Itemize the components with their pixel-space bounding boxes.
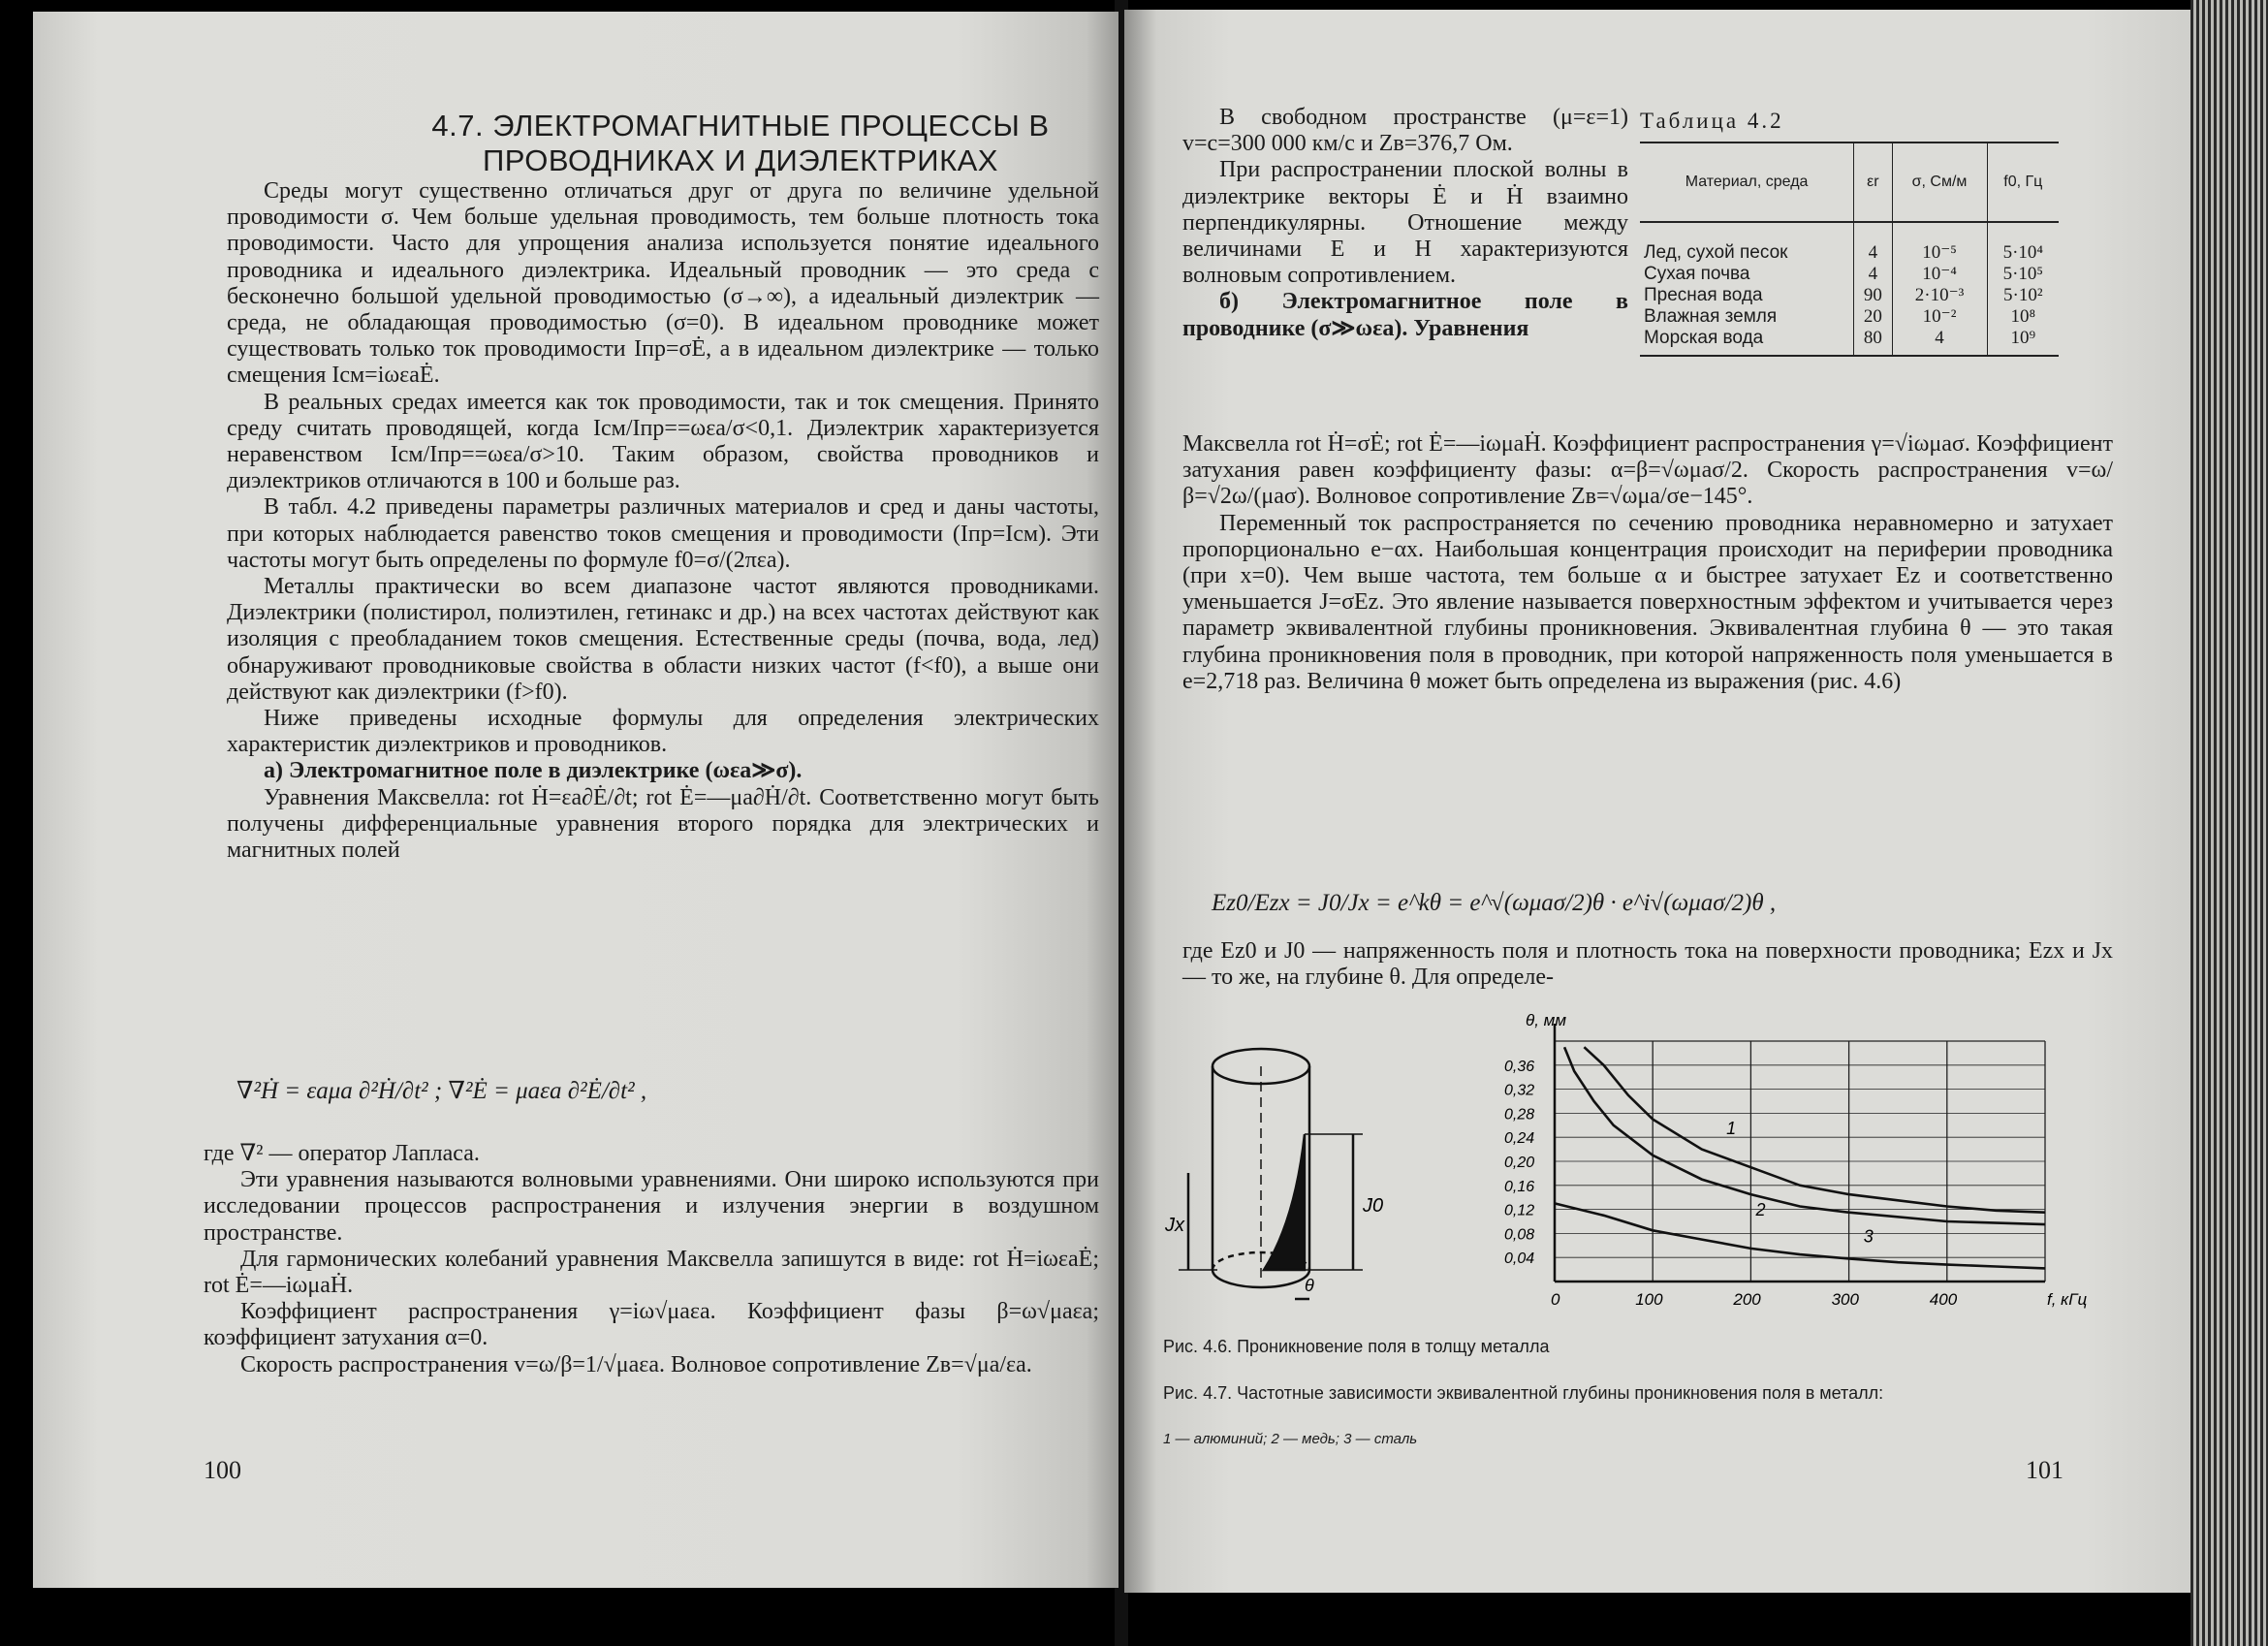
table-cell: Морская вода xyxy=(1640,328,1854,356)
table-cell: 10⁻² xyxy=(1892,306,1987,328)
y-tick-label: 0,36 xyxy=(1504,1058,1535,1075)
table-title: Таблица 4.2 xyxy=(1640,109,1784,133)
table-header-cell: f0, Гц xyxy=(1987,142,2059,222)
paragraph: Эти уравнения называются волновыми уравнениями. Они широко используются при исследовании процессов распространения и излучения энергии в воздушном пространстве. xyxy=(204,1167,1099,1246)
right-text-block-2 xyxy=(1182,938,2113,991)
figure-4-6-cylinder xyxy=(1159,1037,1382,1309)
x-tick-label: 100 xyxy=(1635,1290,1663,1309)
paragraph: Скорость распространения v=ω/β=1/√μaεa. Волновое сопротивление Zв=√μa/εa. xyxy=(240,1351,1032,1377)
paragraph: Переменный ток распространяется по сечению проводника неравномерно и затухает пропорционально e−αx. Наибольшая концентрация происходит на периферии проводника (при x=0). Чем выше частота, тем больше α и быстрее затухает Ez и соответственно уменьшается J=σEz. Это явление называется поверхностным эффектом и учитывается через параметр эквивалентной глубины проникновения. Эквивалентная глубина θ — это такая глубина проникновения поля в проводник, при которой напряженность поля уменьшается в e=2,718 раз. Величина θ может быть определена из выражения (рис. 4.6) xyxy=(1182,510,2113,694)
table-cell: 10⁻⁵ xyxy=(1892,222,1987,264)
y-tick-label: 0,28 xyxy=(1504,1106,1535,1124)
table-cell: Лед, сухой песок xyxy=(1644,242,1788,263)
subsection-heading: а) Электромагнитное поле в диэлектрике (ωεa≫σ). xyxy=(264,758,803,784)
table-row xyxy=(1640,328,2059,356)
y-tick-label: 0,04 xyxy=(1504,1250,1535,1268)
table-cell: 5·10⁴ xyxy=(1987,222,2059,264)
table-cell: 10⁹ xyxy=(1987,328,2059,356)
table-row xyxy=(1640,285,2059,306)
right-column-text xyxy=(1182,105,1628,342)
subsection-heading: б) Электромагнитное поле в проводнике (σ≫ωεa). Уравнения xyxy=(1182,289,1628,341)
left-page xyxy=(33,12,1118,1588)
table-cell: 80 xyxy=(1854,328,1892,356)
table-cell: 4 xyxy=(1892,328,1987,356)
table-row xyxy=(1640,264,2059,285)
y-tick-label: 0,24 xyxy=(1504,1130,1535,1148)
series-label-3: 3 xyxy=(1863,1226,1874,1247)
table-row xyxy=(1640,306,2059,328)
table-cell: Пресная вода xyxy=(1644,285,1763,305)
paragraph: Уравнения Максвелла: rot Ḣ=εa∂Ė/∂t; rot Ė=—μa∂Ḣ/∂t. Соответственно могут быть получены дифференциальные уравнения второго порядка для электрических и магнитных полей xyxy=(227,784,1099,864)
series-line-2 xyxy=(1564,1047,2045,1224)
table-cell: 5·10⁵ xyxy=(1987,264,2059,285)
paragraph: В свободном пространстве (μ=ε=1) v=c=300 000 км/с и Zв=376,7 Ом. xyxy=(1182,105,1628,157)
table-cell: 5·10² xyxy=(1987,285,2059,306)
paragraph: Ниже приведены исходные формулы для определения электрических характеристик диэлектриков и проводников. xyxy=(227,706,1099,758)
figure-4-7-chart xyxy=(1500,1011,2088,1309)
paragraph: Для гармонических колебаний уравнения Максвелла запишутся в виде: rot Ḣ=iωεaĖ; rot Ė=—iωμaḢ. xyxy=(204,1246,1099,1299)
section-heading-line2: ПРОВОДНИКАХ И ДИЭЛЕКТРИКАХ xyxy=(483,143,998,177)
fig46-label-j0: J0 xyxy=(1363,1195,1384,1217)
table-cell: 90 xyxy=(1854,285,1892,306)
table-header-row xyxy=(1640,142,2059,222)
paragraph: Металлы практически во всем диапазоне частот являются проводниками. Диэлектрики (полистирол, полиэтилен, гетинакс и др.) на всех частотах действуют как изоляция с преобладанием токов смещения. Естественные среды (почва, вода, лед) обнаруживают проводниковые свойства в области низких частот (f<f0), а выше они действуют как диэлектрики (f>f0). xyxy=(227,574,1099,705)
x-tick-label: 300 xyxy=(1831,1290,1859,1309)
section-heading xyxy=(401,109,1080,178)
x-axis-label: f, кГц xyxy=(2047,1290,2088,1309)
table-header-cell: σ, См/м xyxy=(1892,142,1987,222)
page-number-right: 101 xyxy=(2026,1456,2063,1484)
x-tick-label: 0 xyxy=(1551,1290,1560,1309)
materials-table xyxy=(1640,142,2059,357)
book-page-edges xyxy=(2190,0,2268,1646)
figure-4-7-legend: 1 — алюминий; 2 — медь; 3 — сталь xyxy=(1163,1431,1418,1447)
figure-4-6-caption: Рис. 4.6. Проникновение поля в толщу металла xyxy=(1163,1337,1550,1356)
y-tick-label: 0,08 xyxy=(1504,1226,1535,1244)
fig46-label-jx: Jx xyxy=(1165,1215,1184,1236)
paragraph: Среды могут существенно отличаться друг от друга по величине удельной проводимости σ. Чем больше удельная проводимость, тем больше плотность тока проводимости. Часто для упрощения анализа используется понятие идеального проводника и идеального диэлектрика. Идеальный проводник — это среда с бесконечно большой удельной проводимостью (σ→∞), а идеальный диэлектрик — среда, не обладающая проводимостью (σ=0). В идеальном проводнике может существовать только ток проводимости Iпр=σĖ, а в идеальном диэлектрике — только смещения Iсм=iωεaĖ. xyxy=(227,178,1099,389)
paragraph: где ∇² — оператор Лапласа. xyxy=(204,1141,480,1166)
table-cell: 10⁸ xyxy=(1987,306,2059,328)
table-row xyxy=(1640,222,2059,264)
fig46-label-theta: θ xyxy=(1305,1276,1314,1295)
paragraph: В реальных средах имеется как ток проводимости, так и ток смещения. Принято среду считать проводящей, когда Iсм/Iпр==ωεa/σ<0,1. Диэлектрик характеризуется неравенством Iсм/Iпр==ωεa/σ>10. Таким образом, свойства проводников и диэлектриков отличаются в 100 и больше раз. xyxy=(227,389,1099,494)
wave-equation-formula: ∇²Ḣ = εaμa ∂²Ḣ/∂t² ; ∇²Ė = μaεa ∂²Ė/∂t² , xyxy=(236,1078,647,1104)
paragraph: При распространении плоской волны в диэлектрике векторы Ė и Ḣ взаимно перпендикулярны. Отношение между величинами E и H характеризуются волновым сопротивлением. xyxy=(1182,157,1628,289)
page-number-left: 100 xyxy=(204,1456,241,1484)
paragraph: где Ez0 и J0 — напряженность поля и плотность тока на поверхности проводника; Ezx и Jx — то же, на глубине θ. Для определе- xyxy=(1182,938,2113,991)
paragraph: Коэффициент распространения γ=iω√μaεa. Коэффициент фазы β=ω√μaεa; коэффициент затухания α=0. xyxy=(204,1299,1099,1351)
table-cell: 4 xyxy=(1854,222,1892,264)
table-cell: 10⁻⁴ xyxy=(1892,264,1987,285)
figure-4-7-caption: Рис. 4.7. Частотные зависимости эквивалентной глубины проникновения поля в металл: xyxy=(1163,1383,1884,1403)
series-label-1: 1 xyxy=(1726,1119,1737,1139)
paragraph: Максвелла rot Ḣ=σĖ; rot Ė=—iωμaḢ. Коэффициент распространения γ=√iωμaσ. Коэффициент затухания равен коэффициенту фазы: α=β=√ωμaσ/2. Скорость распространения v=ω/β=√2ω/(μaσ). Волновое сопротивление Zв=√ωμa/σe−145°. xyxy=(1182,431,2113,510)
table-header-cell: Материал, среда xyxy=(1640,142,1854,222)
series-label-2: 2 xyxy=(1755,1199,1766,1219)
series-line-3 xyxy=(1555,1203,2045,1268)
y-tick-label: 0,20 xyxy=(1504,1155,1535,1171)
y-tick-label: 0,32 xyxy=(1504,1082,1535,1099)
table-cell: Влажная земля xyxy=(1644,306,1778,327)
table-header-cell: εr xyxy=(1854,142,1892,222)
table-cell: 2·10⁻³ xyxy=(1892,285,1987,306)
right-text-block xyxy=(1182,431,2113,695)
y-tick-label: 0,12 xyxy=(1504,1202,1535,1219)
table-cell: 20 xyxy=(1854,306,1892,328)
y-axis-label: θ, мм xyxy=(1526,1011,1566,1029)
table-cell: 4 xyxy=(1854,264,1892,285)
section-heading-line1: 4.7. ЭЛЕКТРОМАГНИТНЫЕ ПРОЦЕССЫ В xyxy=(431,109,1050,142)
y-tick-label: 0,16 xyxy=(1504,1178,1535,1195)
left-text-block xyxy=(227,178,1099,864)
left-text-block-2 xyxy=(204,1141,1099,1378)
x-tick-label: 400 xyxy=(1929,1290,1958,1309)
table-cell: Сухая почва xyxy=(1644,264,1750,284)
cylinder-drawing xyxy=(1179,1049,1363,1299)
x-tick-label: 200 xyxy=(1733,1290,1761,1309)
depth-formula: Ez0/Ezx = J0/Jx = e^kθ = e^√(ωμaσ/2)θ · e^i√(ωμaσ/2)θ , xyxy=(1212,890,1777,916)
paragraph: В табл. 4.2 приведены параметры различных материалов и сред и даны частоты, при которых наблюдается равенство токов смещения и проводимости (Iпр=Iсм). Эти частоты могут быть определены по формуле f0=σ/(2πεa). xyxy=(227,494,1099,573)
